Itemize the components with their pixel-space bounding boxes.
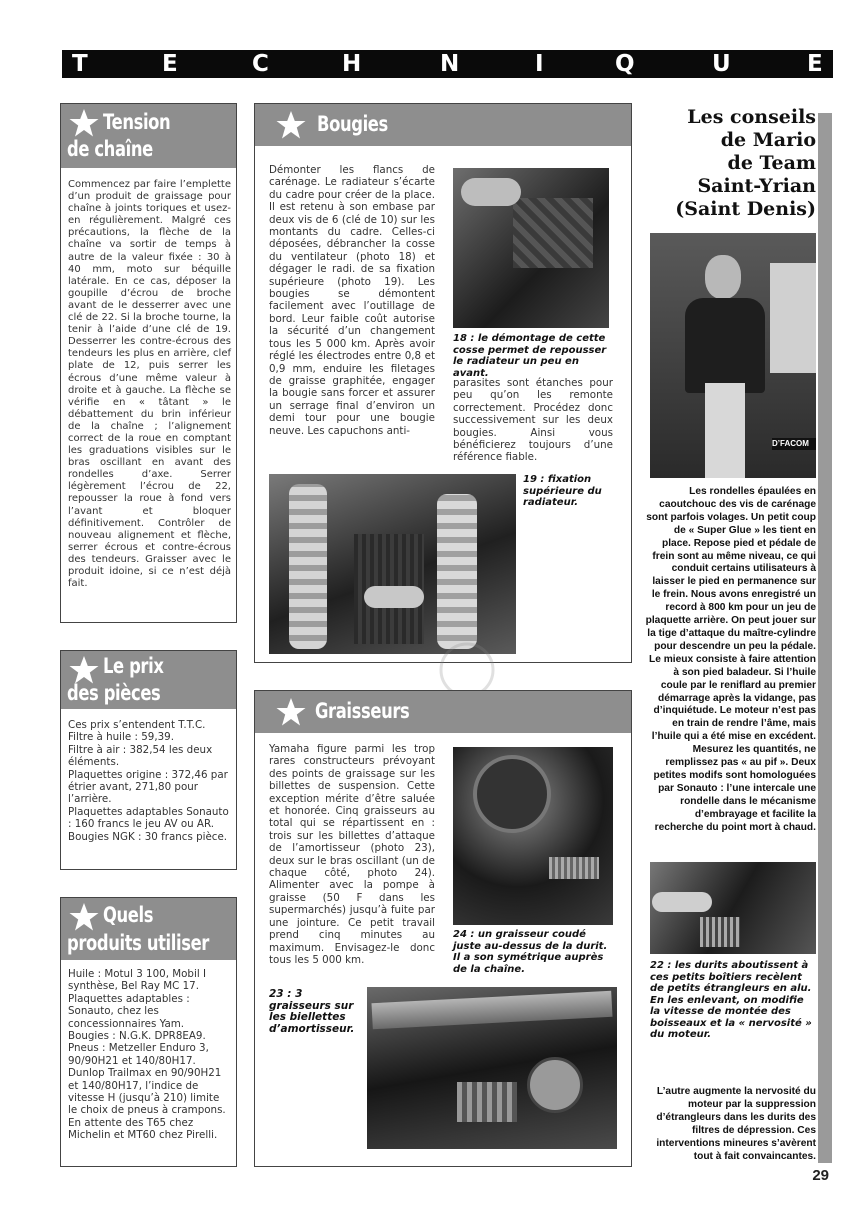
caption-22: 22 : les durits aboutissent à ces petits boîtiers recèlent de petits étrangleurs en alu. En les enlevant, on modifie la vitesse de montée des boisseaux et la « nervosité » du moteur. — [650, 960, 812, 1040]
conseils-title — [640, 106, 816, 221]
header-letter: I — [535, 51, 544, 77]
bougies-box — [254, 103, 632, 663]
produits-line: Dunlop Trailmax en 90/90H21 et 140/80H17, l’indice de vitesse H (jusqu’à 210) limite le choix de pneus à crampons. En attente des T65 chez Michelin et MT60 chez Pirelli. — [68, 1067, 226, 1142]
header-letter: E — [162, 51, 178, 77]
produits-list — [68, 968, 231, 1142]
header-letter: H — [342, 51, 362, 77]
prix-line: Filtre à air : 382,54 les deux éléments. — [68, 743, 213, 769]
conseils-title-line: de Mario — [720, 129, 816, 151]
graisseurs-title-band — [255, 691, 631, 733]
page-number: 29 — [812, 1167, 829, 1184]
photo-24 — [453, 747, 613, 925]
caption-19: 19 : fixation supérieure du radiateur. — [523, 474, 602, 508]
produits-title-band — [61, 898, 236, 960]
header-letter: Q — [615, 51, 635, 77]
facom-sign: D’FACOM — [772, 438, 816, 450]
tension-title-2: de chaîne — [67, 137, 153, 161]
star-icon — [275, 697, 307, 727]
star-icon — [275, 110, 307, 140]
conseils-title-line: Saint-Yrian — [697, 175, 816, 197]
photo-22 — [650, 862, 816, 954]
produits-title-2: produits utiliser — [67, 931, 209, 955]
header-letter: E — [807, 51, 823, 77]
caption-24: 24 : un graisseur coudé juste au-dessus de la durit. Il a son symétrique auprès de la chaîne. — [453, 929, 608, 975]
prix-title-1: Le prix — [103, 654, 164, 678]
prix-line: Filtre à huile : 59,39. — [68, 731, 175, 744]
caption-18: 18 : le démontage de cette cosse permet de repousser le radiateur un peu en avant. — [453, 333, 607, 379]
produits-line: Bougies : N.G.K. DPR8EA9. — [68, 1030, 206, 1043]
mario-portrait-photo — [650, 233, 816, 478]
photo-18 — [453, 168, 609, 328]
conseils-text-2: L’autre augmente la nervosité du moteur par la suppression d’étrangleurs dans les durits des filtres de dépression. Ces interventions mineures s’avèrent tout à fait convaincantes. — [656, 1086, 816, 1162]
graisseurs-box — [254, 690, 632, 1167]
tension-title-band — [61, 104, 236, 168]
photo-23 — [367, 987, 617, 1149]
photo-19 — [269, 474, 516, 654]
conseils-title-line: (Saint Denis) — [675, 198, 816, 220]
bougies-title: Bougies — [317, 112, 388, 136]
prix-line: Bougies NGK : 30 francs pièce. — [68, 830, 228, 843]
star-icon — [69, 108, 99, 138]
header-letter: U — [712, 51, 731, 77]
prix-line: Ces prix s’entendent T.T.C. — [68, 719, 206, 731]
conseils-title-line: Les conseils — [687, 106, 816, 128]
produits-line: Huile : Motul 3 100, Mobil I synthèse, Bel Ray MC 17. — [68, 968, 206, 993]
sidebar-gray-bar — [818, 113, 832, 1163]
prix-line: Plaquettes origine : 372,46 par étrier avant, 271,80 pour l’arrière. — [68, 768, 228, 806]
star-icon — [69, 902, 99, 932]
bougies-text-right: parasites sont étanches pour peu qu’on les remonte correctement. Procédez donc successivement sur les deux bougies. Ainsi vous bénéficierez toujours d’une référence fiable. — [453, 377, 613, 464]
produits-box — [60, 897, 237, 1167]
header-letter: C — [252, 51, 269, 77]
tension-box — [60, 103, 237, 623]
produits-line: Plaquettes adaptables : Sonauto, chez les concessionnaires Yam. — [68, 992, 190, 1030]
header-letter: T — [72, 51, 88, 77]
bougies-text-left: Démonter les flancs de carénage. Le radiateur s’écarte du cadre pour créer de la place. Il est retenu à son embase par deux vis de 6 (clé de 10) sur les montants du cadre. Celles-ci déposées, débrancher la cosse du ventilateur (photo 18) et dégager le radi. de sa fixation supérieure (photo 19). Les bougies se démontent facilement avec l’outillage de bord. Leur faible coût autorise la sécurité d’un changement tous les 5 000 km. Après avoir réglé les électrodes entre 0,8 et 0,9 mm, enduire les filetages de graisse graphitée, engager la bougie sans forcer et assurer un serrage final d’environ un demi tour pour une bougie neuve. Les capuchons anti- — [269, 164, 435, 437]
conseils-text-1: Les rondelles épaulées en caoutchouc des vis de carénage sont parfois volages. Un petit coup de « Super Glue » les tient en place. Repose pied et pédale de frein sont au même niveau, ce qui conduit certains utilisateurs à laisser le pied en permanence sur le frein. Nous avons enregistré un record à 800 km pour un jeu de plaquette arrière. On peut jouer sur la tige d’attaque du maître-cylindre pour descendre un peu la pédale. Le mieux consiste à faire attention à son pied baladeur. Si l’huile coule par le reniflard au premier démarrage après la vidange, pas d’inquiétude. Le moteur n’est pas en train de rendre l’âme, mais l’huile qui a été mise en excédent. Mesurez les quantités, ne remplissez pas « au pif ». Deux petites modifs sont homologuées par Sonauto : l’une intercale une rondelle dans le mécanisme d’embrayage et facilite la recherche du point mort à chaud. — [645, 486, 816, 833]
conseils-title-line: de Team — [727, 152, 816, 174]
graisseurs-text: Yamaha figure parmi les trop rares constructeurs prévoyant des points de graissage sur les billettes de suspension. Cette exception mérite d’être saluée et honorée. Cinq graisseurs au total qui se répartissent en : trois sur les billettes d’attaque de l’amortisseur (photo 23), deux sur le bras oscillant (un de chaque côté, photo 24). Alimenter avec la pompe à graisse (50 F dans les supermarchés) jusqu’à fuite par une jointure. Ce petit travail prend cinq minutes au maximum. Envisagez-le donc tous les 5 000 km. — [269, 743, 435, 966]
caption-23: 23 : 3 graisseurs sur les biellettes d’amortisseur. — [269, 988, 355, 1035]
bougies-title-band — [255, 104, 631, 146]
prix-title-2: des pièces — [67, 681, 161, 705]
produits-line: Pneus : Metzeller Enduro 3, 90/90H21 et 140/80H17. — [68, 1042, 209, 1067]
technique-header-bar — [62, 50, 833, 78]
produits-title-1: Quels — [103, 903, 154, 927]
prix-title-band — [61, 651, 236, 709]
prix-box — [60, 650, 237, 870]
graisseurs-title: Graisseurs — [315, 699, 410, 723]
tension-title-1: Tension — [103, 110, 171, 134]
tension-text: Commencez par faire l’emplette d’un produit de graissage pour chaîne à joints toriques et usez-en régulièrement. Malgré ces précautions, la flèche de la chaîne va sortir de temps à autre de la valeur fixée : 30 à 40 mm, moto sur béquille latérale. En ce cas, déposer la goupille d’écrou de broche avant de le desserrer avec une clé de 22. Si la broche tourne, la tenir à l’aide d’une clé de 19. Desserrer les contre-écrous des tendeurs les plus en arrière, clef plate de 12, puis serrer les écrous d’une même valeur à droite et à gauche. La flèche se vérifie en « tâtant » le débattement du brin inférieur de la chaîne ; l’alignement correct de la roue en comptant les graduations visibles sur le bras oscillant en avant des rondelles d’axe. Serrer légèrement l’écrou de 22, repousser la roue à fond vers l’avant et bloquer définitivement. Contrôler de nouveau alignement et flèche, serrer écrous et contre-écrous des tendeurs. Graisser avec le produit idoine, si ce n’est déjà fait. — [68, 179, 231, 590]
prix-list — [68, 719, 231, 843]
prix-line: Plaquettes adaptables Sonauto : 160 francs le jeu AV ou AR. — [68, 805, 229, 831]
header-letter: N — [440, 51, 460, 77]
